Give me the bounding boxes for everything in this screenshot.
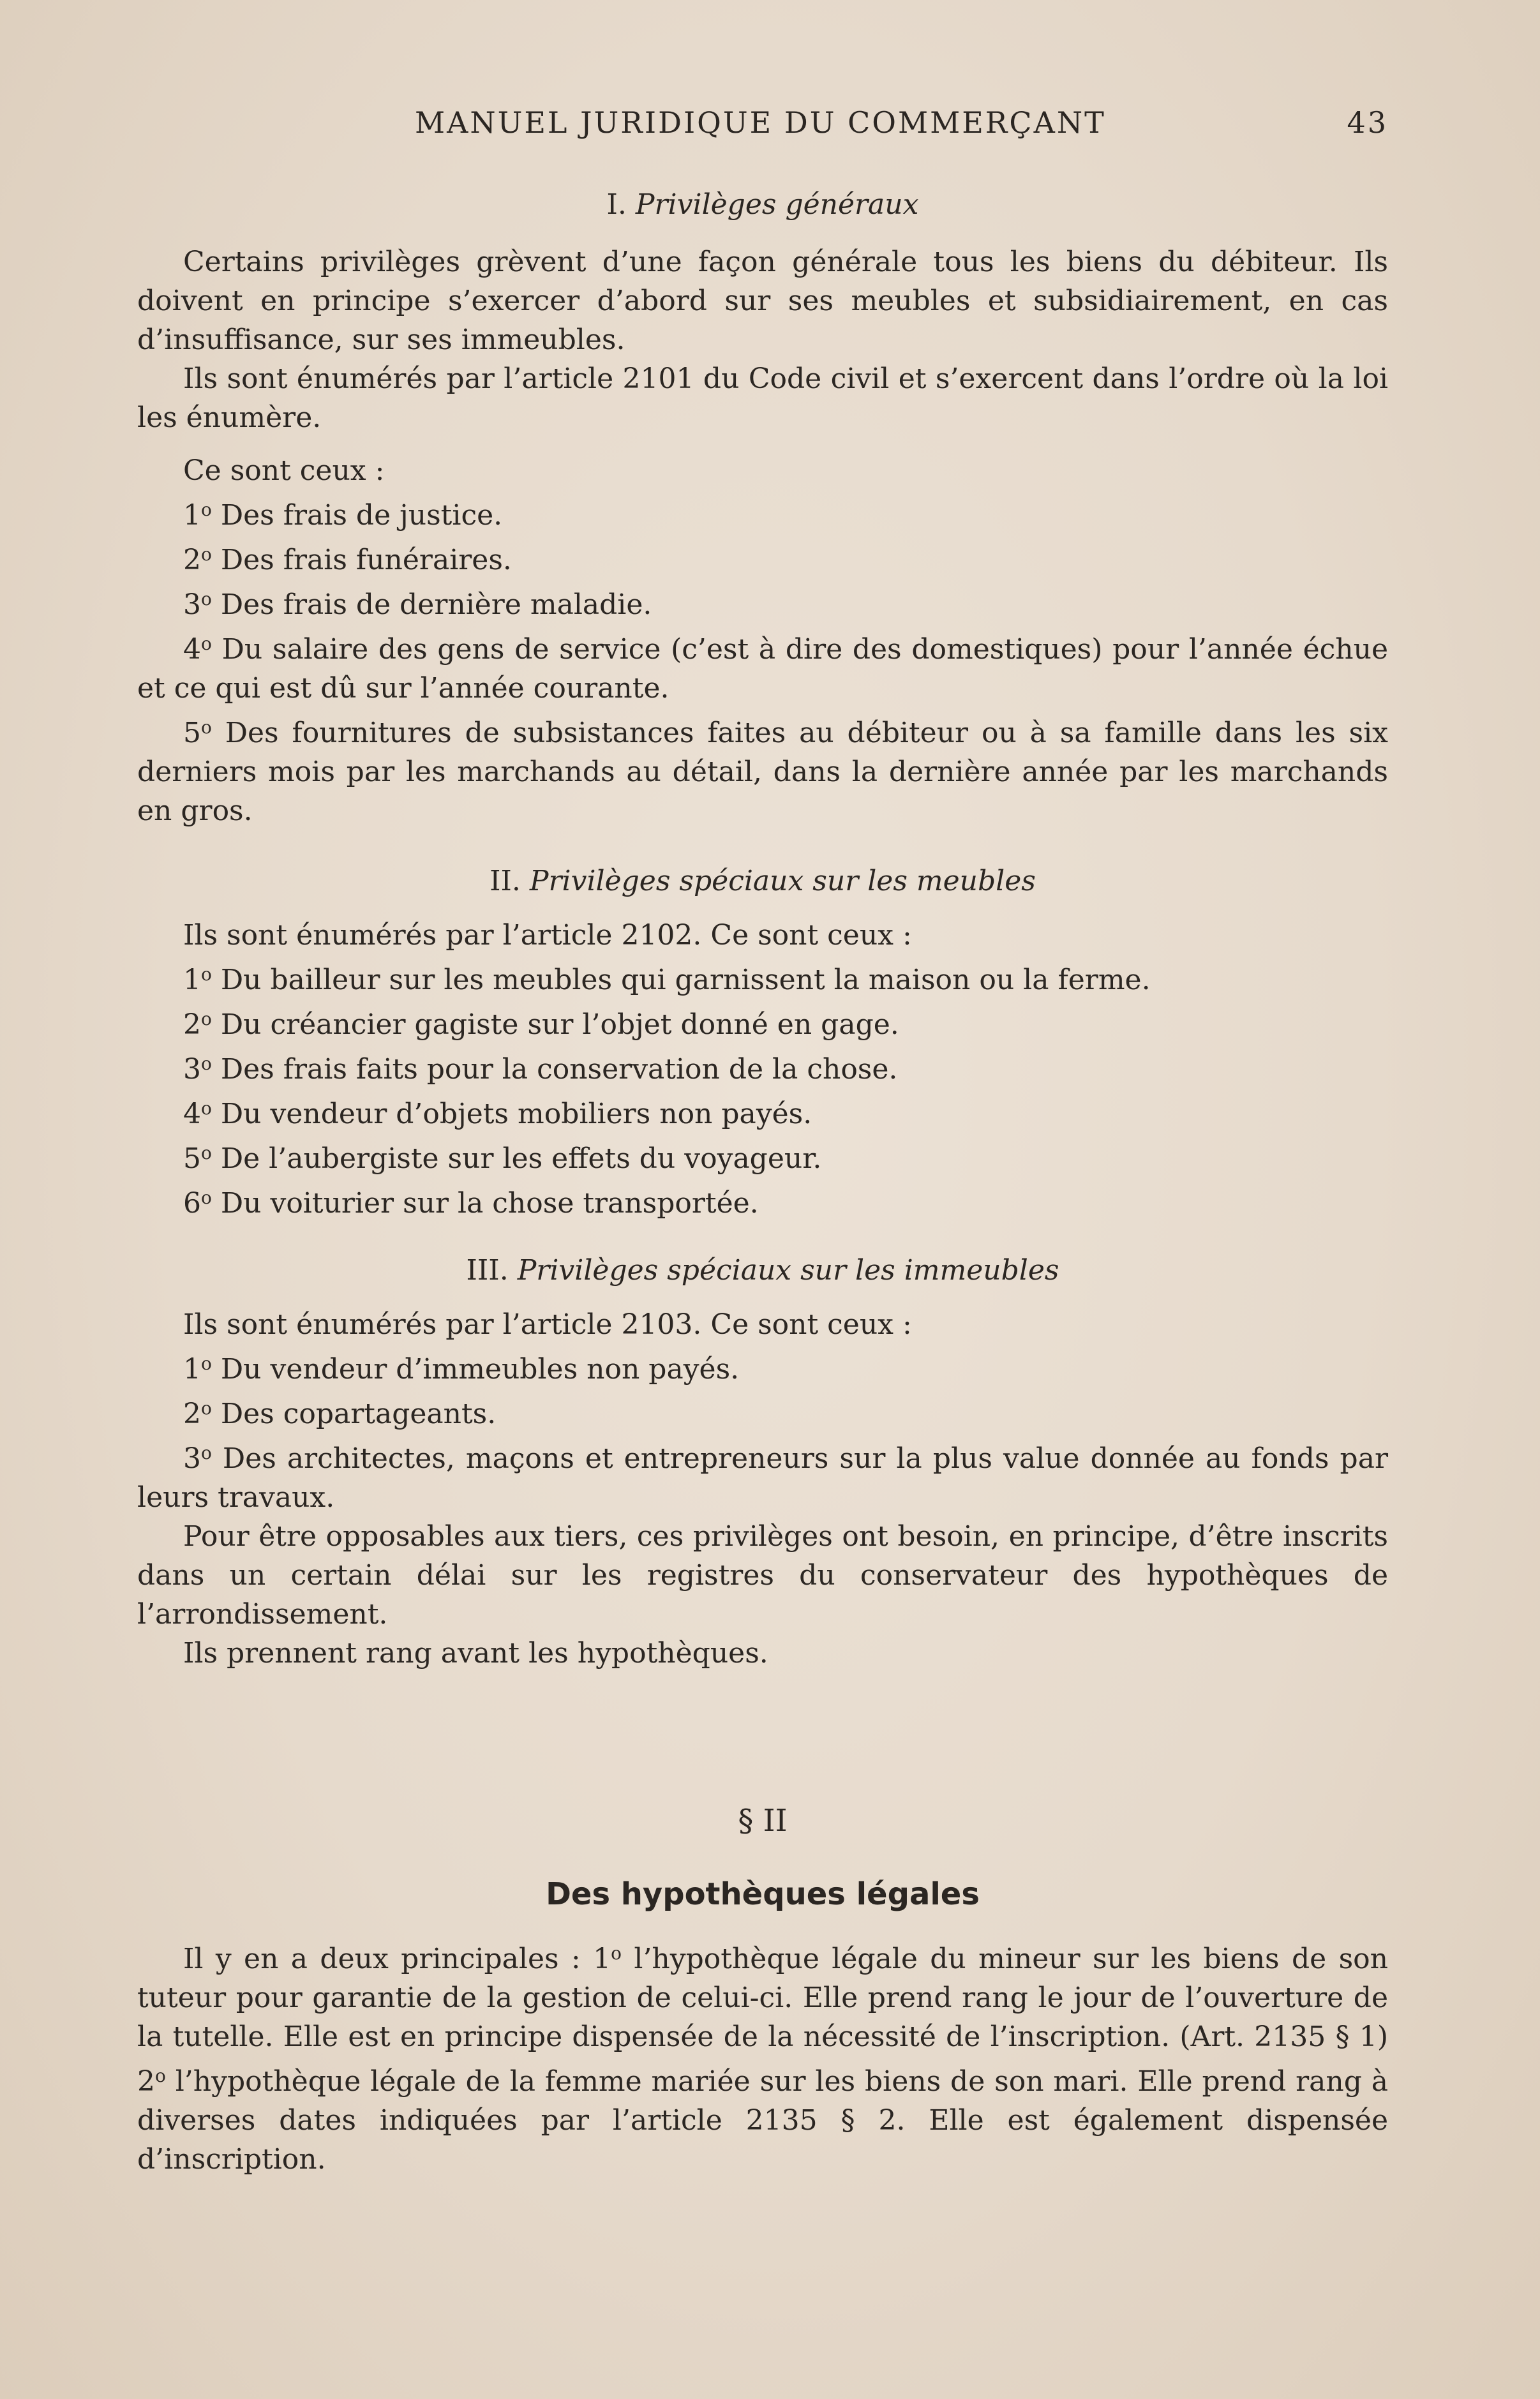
section-title: Privilèges spéciaux sur les immeubles	[517, 1254, 1059, 1287]
list-item: 5$^o$ Des fournitures de subsistances faites au débiteur ou à sa famille dans les six derniers mois par les marchands au détail, dans la dernière année par les marchands en gros.	[137, 717, 1388, 827]
section-heading-1	[137, 188, 1388, 221]
list-item: 4$^o$ Du vendeur d’objets mobiliers non payés.	[183, 1098, 812, 1130]
paragraph: Ils sont énumérés par l’article 2101 du Code civil et s’exercent dans l’ordre où la loi les énumère.	[137, 362, 1388, 434]
paragraph: Il y en a deux principales : 1$^o$ l’hypothèque légale du mineur sur les biens de son tuteur pour garantie de la gestion de celui-ci. Elle prend rang le jour de l’ouverture de la tutelle. Elle est en principe dispensée de la nécessité de l’inscription. (Art. 2135 § 1) 2$^o$ l’hypothèque légale de la femme mariée sur les biens de son mari. Elle prend rang à diverses dates indiquées par l’article 2135 § 2. Elle est également dispensée d’inscription.	[137, 1943, 1388, 2176]
list-item: 1$^o$ Du vendeur d’immeubles non payés.	[183, 1353, 740, 1386]
list-item: 4$^o$ Du salaire des gens de service (c’est à dire des domestiques) pour l’année échue et ce qui est dû sur l’année courante.	[137, 633, 1388, 705]
list-item: 2$^o$ Du créancier gagiste sur l’objet donné en gage.	[183, 1008, 899, 1041]
section-body-3	[137, 1305, 1388, 1673]
header-title: MANUEL JURIDIQUE DU COMMERÇANT	[415, 105, 1106, 140]
section-body-1	[137, 243, 1388, 830]
section-title: Privilèges généraux	[635, 188, 919, 221]
section-number: I.	[606, 188, 627, 221]
paragraph: Pour être opposables aux tiers, ces privilèges ont besoin, en principe, d’être inscrits dans un certain délai sur les registres du conservateur des hypothèques de l’arrondissement.	[137, 1520, 1388, 1631]
section-heading-2	[137, 865, 1388, 897]
list-item: 1$^o$ Du bailleur sur les meubles qui garnissent la maison ou la ferme.	[183, 964, 1151, 996]
paragraph: Ce sont ceux :	[183, 454, 385, 487]
page-number: 43	[1347, 105, 1388, 140]
section-heading-3	[137, 1254, 1388, 1287]
list-item: 3$^o$ Des frais faits pour la conservation de la chose.	[183, 1053, 898, 1086]
paragraph: Ils sont énumérés par l’article 2102. Ce sont ceux :	[183, 919, 912, 952]
paragraph: Certains privilèges grèvent d’une façon générale tous les biens du débiteur. Ils doivent en principe s’exercer d’abord sur ses meubles et subsidiairement, en cas d’insuffisance, sur ses immeubles.	[137, 246, 1388, 356]
section-title: Privilèges spéciaux sur les meubles	[529, 865, 1036, 897]
list-item: 2$^o$ Des copartageants.	[183, 1398, 497, 1430]
bold-heading: Des hypothèques légales	[546, 1876, 980, 1912]
list-item: 5$^o$ De l’aubergiste sur les effets du voyageur.	[183, 1142, 822, 1175]
section-number: II.	[490, 865, 521, 897]
list-item: 3$^o$ Des architectes, maçons et entrepreneurs sur la plus value donnée au fonds par leurs travaux.	[137, 1442, 1388, 1514]
final-section-body	[137, 1934, 1388, 2179]
section-body-2	[137, 916, 1388, 1223]
list-item: 1$^o$ Des frais de justice.	[183, 499, 503, 532]
list-item: 3$^o$ Des frais de dernière maladie.	[183, 588, 652, 621]
paragraph: Ils prennent rang avant les hypothèques.	[183, 1637, 768, 1670]
running-header	[137, 105, 1388, 150]
paragraph: Ils sont énumérés par l’article 2103. Ce sont ceux :	[183, 1308, 912, 1341]
list-item: 6$^o$ Du voiturier sur la chose transportée.	[183, 1187, 759, 1220]
section-symbol: § II	[738, 1803, 788, 1839]
section-number: III.	[466, 1254, 509, 1287]
list-item: 2$^o$ Des frais funéraires.	[183, 544, 512, 576]
